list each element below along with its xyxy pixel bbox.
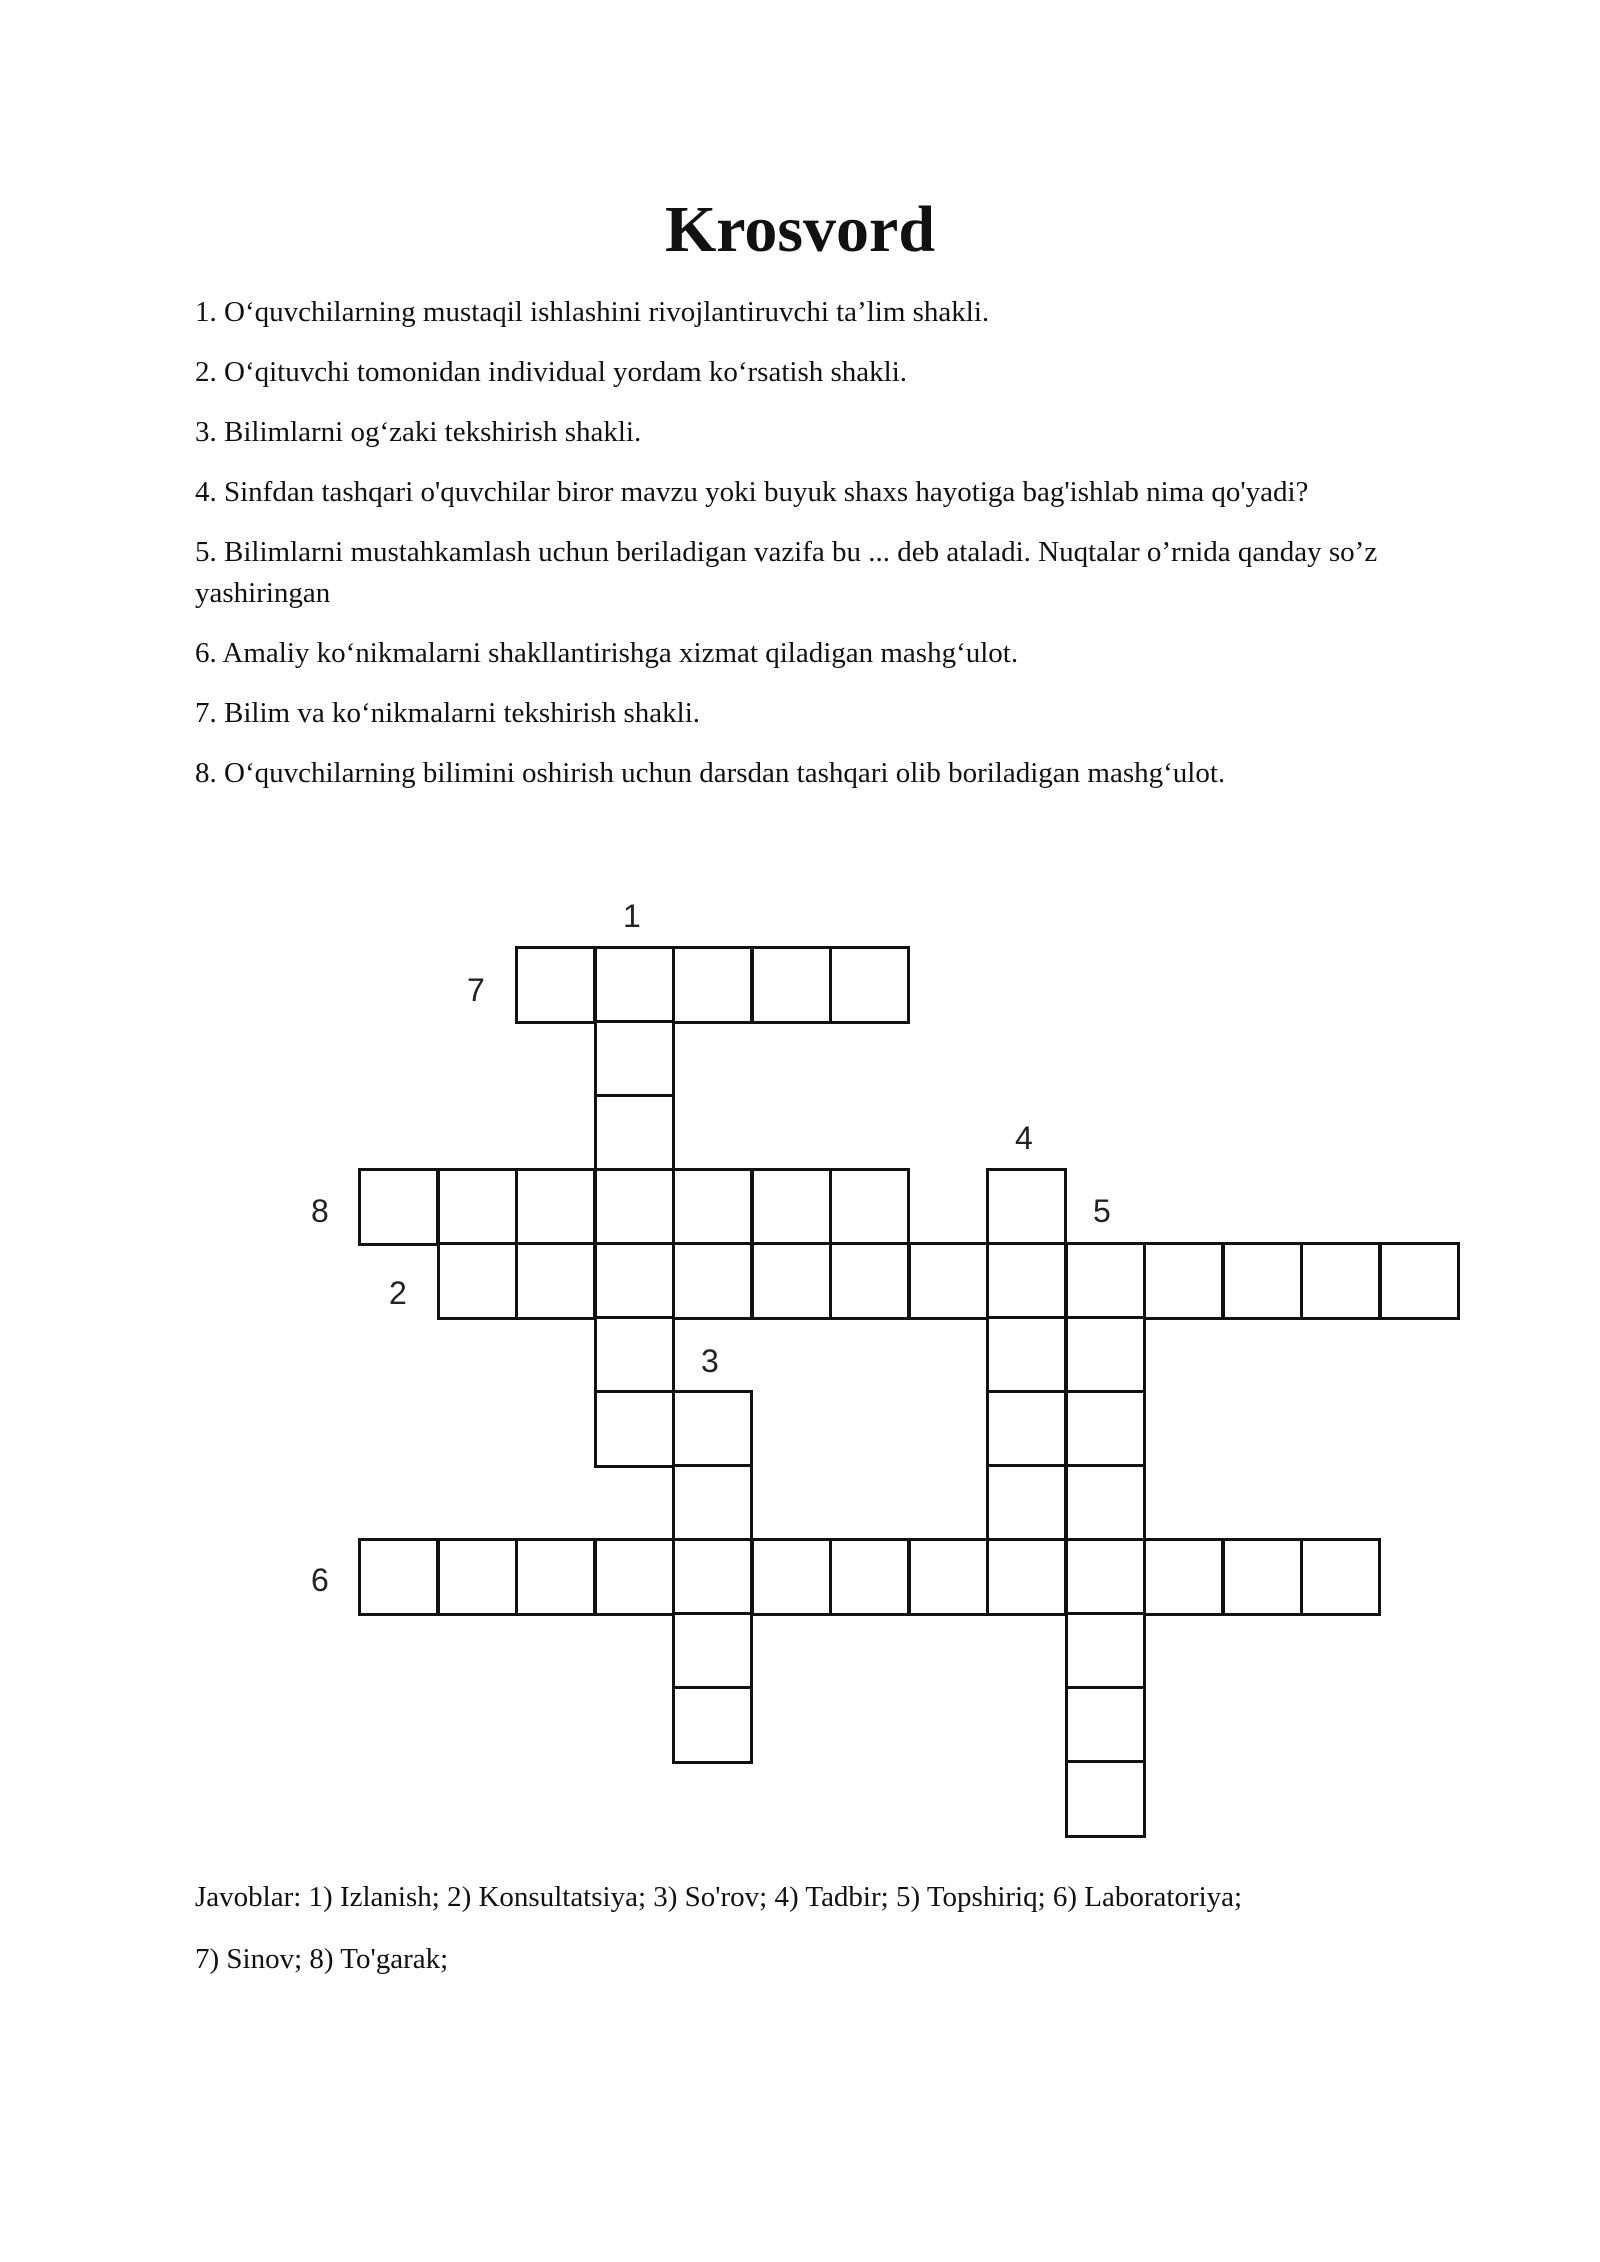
crossword-cell (1065, 1760, 1146, 1838)
crossword-cell (986, 1168, 1067, 1246)
crossword-cell (594, 1168, 675, 1246)
crossword-cell (672, 1168, 753, 1246)
crossword-cell (672, 1538, 753, 1616)
clue-item: 7. Bilim va ko‘nikmalarni tekshirish shakli. (195, 697, 701, 729)
crossword-cell (1065, 1316, 1146, 1394)
crossword-cell (1222, 1538, 1303, 1616)
answers-line-2: 7) Sinov; 8) To'garak; (195, 1943, 449, 1975)
crossword-cell (515, 946, 596, 1024)
clue-number-2: 2 (389, 1275, 407, 1311)
crossword-cell (908, 1242, 989, 1320)
clue-item: 2. O‘qituvchi tomonidan individual yordam ko‘rsatish shakli. (195, 356, 908, 388)
crossword-cell (672, 1686, 753, 1764)
clue-number-1: 1 (623, 898, 641, 934)
crossword-cell (751, 1242, 832, 1320)
crossword-cell (1065, 1464, 1146, 1542)
crossword-cell (594, 1242, 675, 1320)
clue-number-7: 7 (467, 972, 485, 1008)
clue-item: 8. O‘quvchilarning bilimini oshirish uchun darsdan tashqari olib boriladigan mashg‘ulot. (195, 757, 1226, 789)
answers-block (195, 1866, 1415, 1990)
crossword-cell (358, 1168, 439, 1246)
crossword-cell (594, 946, 675, 1024)
clue-number-4: 4 (1015, 1120, 1033, 1156)
crossword-cell (829, 1168, 910, 1246)
clue-item: 3. Bilimlarni og‘zaki tekshirish shakli. (195, 416, 642, 448)
clue-item: 1. O‘quvchilarning mustaqil ishlashini rivojlantiruvchi ta’lim shakli. (195, 296, 990, 328)
crossword-cell (437, 1538, 518, 1616)
crossword-cell (672, 1390, 753, 1468)
crossword-cell (1143, 1242, 1224, 1320)
clue-item: 5. Bilimlarni mustahkamlash uchun beriladigan vazifa bu ... deb ataladi. Nuqtalar o’rnida qanday so’z yashiringan (195, 536, 1378, 609)
crossword-cell (1379, 1242, 1460, 1320)
crossword-cell (672, 1242, 753, 1320)
clue-number-6: 6 (311, 1562, 329, 1598)
crossword-cell (1300, 1538, 1381, 1616)
crossword-cell (829, 946, 910, 1024)
crossword-cell (1300, 1242, 1381, 1320)
crossword-cell (1065, 1390, 1146, 1468)
crossword-cell (908, 1538, 989, 1616)
clue-number-3: 3 (701, 1343, 719, 1379)
crossword-cell (437, 1242, 518, 1320)
crossword-cell (1065, 1612, 1146, 1690)
crossword-cell (829, 1242, 910, 1320)
clue-number-8: 8 (311, 1193, 329, 1229)
crossword-cell (594, 1020, 675, 1098)
crossword-cell (358, 1538, 439, 1616)
crossword-cell (594, 1538, 675, 1616)
crossword-cell (1065, 1242, 1146, 1320)
crossword-cell (515, 1242, 596, 1320)
crossword-cell (986, 1538, 1067, 1616)
crossword-cell (594, 1316, 675, 1394)
crossword-cell (986, 1464, 1067, 1542)
clue-item: 4. Sinfdan tashqari o'quvchilar biror mavzu yoki buyuk shaxs hayotiga bag'ishlab nima qo'yadi? (195, 476, 1309, 508)
clue-list (195, 292, 1385, 813)
crossword-cell (751, 1538, 832, 1616)
crossword-cell (986, 1390, 1067, 1468)
crossword-cell (672, 1612, 753, 1690)
crossword-cell (1143, 1538, 1224, 1616)
crossword-cell (437, 1168, 518, 1246)
crossword-cell (672, 946, 753, 1024)
crossword-cell (515, 1168, 596, 1246)
crossword-cell (751, 946, 832, 1024)
clue-number-5: 5 (1093, 1193, 1111, 1229)
crossword-cell (1065, 1686, 1146, 1764)
crossword-cell (751, 1168, 832, 1246)
crossword-cell (986, 1242, 1067, 1320)
crossword-cell (1222, 1242, 1303, 1320)
crossword-cell (986, 1316, 1067, 1394)
crossword-cell (672, 1464, 753, 1542)
crossword-cell (594, 1390, 675, 1468)
page-title: Krosvord (664, 193, 936, 266)
answers-line-1: Javoblar: 1) Izlanish; 2) Konsultatsiya; 3) So'rov; 4) Tadbir; 5) Topshiriq; 6) Laboratoriya; (195, 1881, 1243, 1913)
crossword-cell (515, 1538, 596, 1616)
crossword-cell (1065, 1538, 1146, 1616)
crossword-cell (829, 1538, 910, 1616)
clue-item: 6. Amaliy ko‘nikmalarni shakllantirishga xizmat qiladigan mashg‘ulot. (195, 637, 1019, 669)
crossword-cell (594, 1094, 675, 1172)
